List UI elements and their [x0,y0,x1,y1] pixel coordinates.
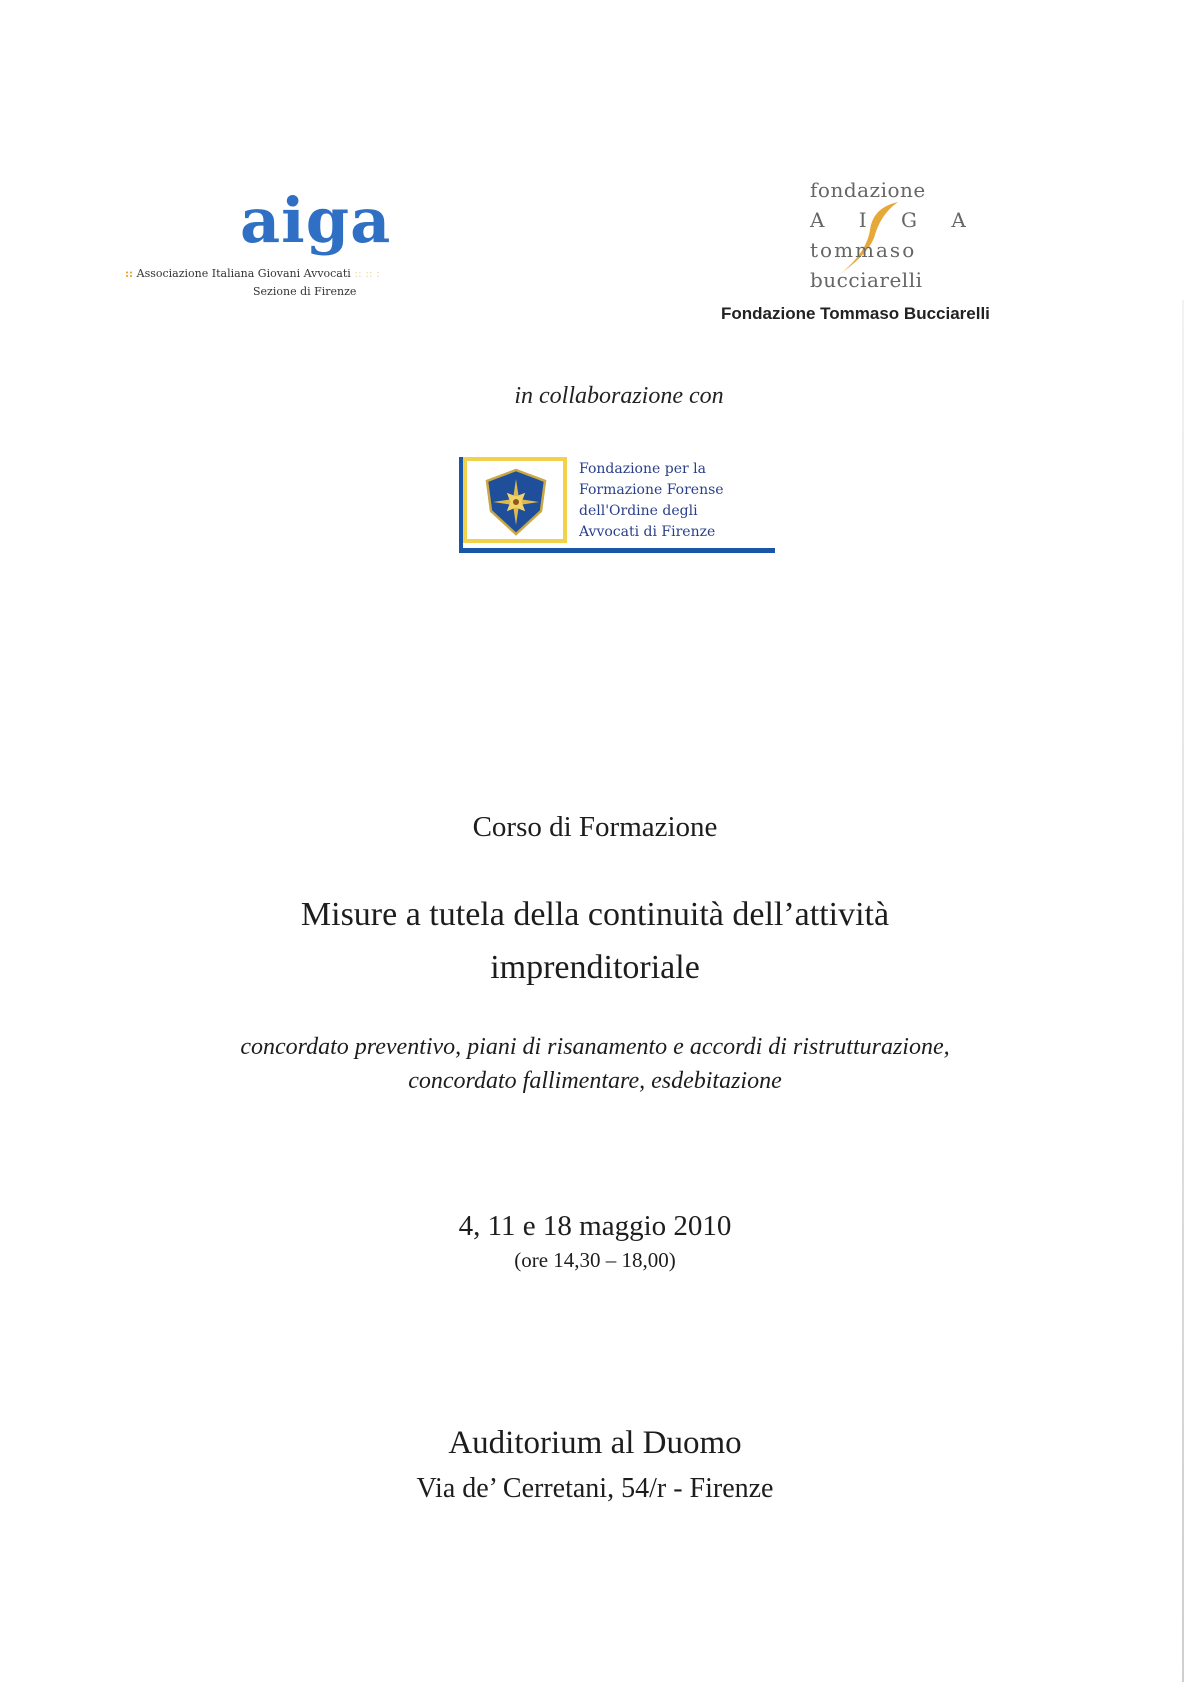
fff-name [579,459,724,543]
aiga-association-text: Associazione Italiana Giovani Avvocati [136,267,351,280]
course-subtitle-line: concordato preventivo, piani di risanamento e accordi di ristrutturazione, [240,1034,950,1060]
bucciarelli-logo-line: bucciarelli [810,268,923,292]
course-subtitle [0,1030,1190,1098]
course-title [0,888,1190,994]
course-title-line: imprenditoriale [490,949,700,986]
fff-line: Avvocati di Firenze [579,524,716,540]
bucciarelli-caption: Fondazione Tommaso Bucciarelli [721,304,990,323]
course-dates: 4, 11 e 18 maggio 2010 [458,1210,732,1242]
course-subtitle-line: concordato fallimentare, esdebitazione [408,1068,782,1094]
aiga-dots-left: :: [125,267,134,280]
compass-star-emblem-icon [481,467,551,537]
course-venue: Auditorium al Duomo [448,1425,742,1461]
bucciarelli-logo-line: fondazione [810,178,926,202]
aiga-wordmark: aiga [240,184,392,257]
aiga-section-name: Sezione di Firenze [253,285,357,298]
course-hours: (ore 14,30 – 18,00) [514,1248,676,1272]
course-label: Corso di Formazione [472,811,718,843]
fff-line: Formazione Forense [579,482,724,498]
collaboration-label: in collaborazione con [514,383,724,409]
bucciarelli-logo-line: tommaso [810,238,917,262]
bucciarelli-logo-line: A I G A [810,208,980,232]
course-title-line: Misure a tutela della continuità dell’attività [300,896,890,933]
collaboration-text [0,383,1190,410]
fff-line: Fondazione per la [579,461,706,477]
fff-line: dell'Ordine degli [579,503,698,519]
fff-logo [459,457,775,554]
fff-blue-bar-left [459,457,463,553]
aiga-association-name [125,267,495,280]
course-address: Via de’ Cerretani, 54/r - Firenze [416,1473,774,1504]
fff-blue-bar-bottom [459,548,775,553]
bucciarelli-logo [810,178,980,296]
aiga-dots-right: :: :: : [354,267,380,280]
